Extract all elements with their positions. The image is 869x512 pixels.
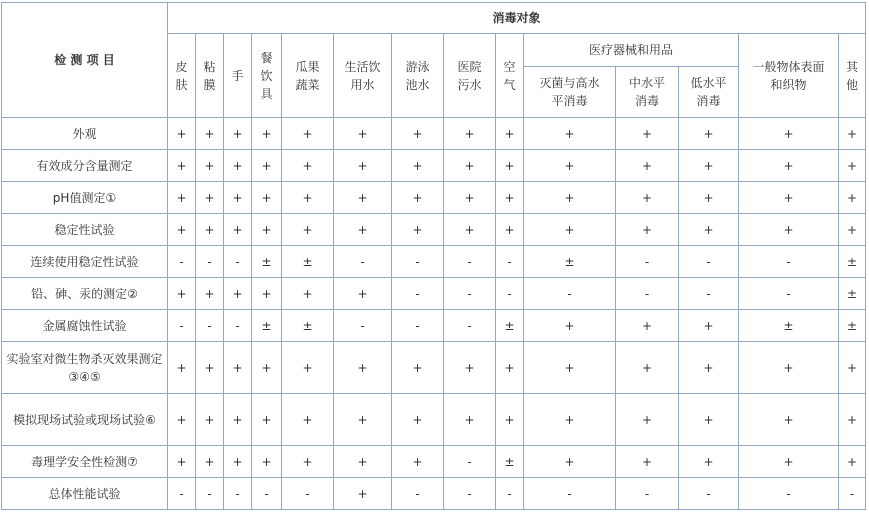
table-cell: - xyxy=(739,478,839,510)
test-item-label: 外观 xyxy=(2,118,168,150)
table-cell: + xyxy=(444,214,496,246)
table-cell: - xyxy=(168,246,196,278)
table-cell: + xyxy=(196,342,224,394)
table-cell: + xyxy=(252,214,282,246)
table-cell: - xyxy=(392,278,444,310)
table-cell: - xyxy=(168,310,196,342)
table-cell: + xyxy=(616,182,679,214)
table-cell: - xyxy=(224,246,252,278)
table-cell: + xyxy=(679,118,739,150)
table-cell: + xyxy=(334,278,392,310)
test-item-label: pH值测定① xyxy=(2,182,168,214)
test-item-label: 铅、砷、汞的测定② xyxy=(2,278,168,310)
table-cell: - xyxy=(196,310,224,342)
table-cell: + xyxy=(739,342,839,394)
column-header: 瓜果 蔬菜 xyxy=(282,34,334,118)
table-cell: + xyxy=(616,150,679,182)
table-cell: + xyxy=(839,214,866,246)
table-cell: + xyxy=(282,394,334,446)
table-row xyxy=(2,342,866,394)
table-cell: + xyxy=(392,446,444,478)
table-cell: ± xyxy=(839,310,866,342)
table-cell: + xyxy=(679,446,739,478)
table-cell: ± xyxy=(252,310,282,342)
table-cell: + xyxy=(524,446,616,478)
table-cell: + xyxy=(196,118,224,150)
table-cell: + xyxy=(196,278,224,310)
column-header: 空 气 xyxy=(496,34,524,118)
table-cell: - xyxy=(739,246,839,278)
table-cell: - xyxy=(616,278,679,310)
table-cell: - xyxy=(616,478,679,510)
table-cell: + xyxy=(739,150,839,182)
disinfection-object-header: 消毒对象 xyxy=(168,3,866,34)
table-row xyxy=(2,246,866,278)
table-row xyxy=(2,150,866,182)
column-header: 低水平 消毒 xyxy=(679,67,739,118)
table-cell: + xyxy=(196,214,224,246)
table-cell: - xyxy=(839,478,866,510)
table-row xyxy=(2,278,866,310)
table-cell: + xyxy=(224,150,252,182)
table-cell: + xyxy=(739,214,839,246)
test-item-label: 模拟现场试验或现场试验⑥ xyxy=(2,394,168,446)
table-cell: ± xyxy=(839,246,866,278)
table-cell: ± xyxy=(739,310,839,342)
table-cell: ± xyxy=(282,246,334,278)
table-cell: ± xyxy=(496,446,524,478)
table-cell: + xyxy=(196,394,224,446)
table-cell: + xyxy=(252,446,282,478)
column-header: 粘 膜 xyxy=(196,34,224,118)
table-cell: - xyxy=(392,246,444,278)
header-row-1 xyxy=(2,3,866,34)
test-item-label: 总体性能试验 xyxy=(2,478,168,510)
test-item-label: 金属腐蚀性试验 xyxy=(2,310,168,342)
test-items-table xyxy=(1,2,866,510)
table-cell: - xyxy=(168,478,196,510)
table-cell: + xyxy=(616,310,679,342)
table-cell: + xyxy=(444,394,496,446)
table-cell: + xyxy=(496,118,524,150)
table-cell: + xyxy=(282,214,334,246)
column-header: 其 他 xyxy=(839,34,866,118)
table-row xyxy=(2,182,866,214)
table-cell: + xyxy=(444,342,496,394)
test-item-label: 稳定性试验 xyxy=(2,214,168,246)
column-header: 中水平 消毒 xyxy=(616,67,679,118)
table-cell: + xyxy=(739,182,839,214)
table-cell: + xyxy=(334,150,392,182)
table-cell: + xyxy=(252,150,282,182)
table-cell: + xyxy=(168,150,196,182)
table-cell: + xyxy=(839,394,866,446)
column-header: 游泳 池水 xyxy=(392,34,444,118)
table-cell: - xyxy=(444,278,496,310)
table-cell: + xyxy=(392,342,444,394)
table-cell: + xyxy=(334,342,392,394)
table-cell: - xyxy=(196,478,224,510)
table-cell: + xyxy=(334,478,392,510)
table-cell: + xyxy=(282,182,334,214)
table-cell: + xyxy=(282,278,334,310)
table-row xyxy=(2,118,866,150)
table-cell: - xyxy=(282,478,334,510)
table-cell: + xyxy=(444,150,496,182)
table-cell: + xyxy=(616,394,679,446)
table-cell: - xyxy=(616,246,679,278)
table-cell: ± xyxy=(282,310,334,342)
table-cell: + xyxy=(839,118,866,150)
table-cell: + xyxy=(224,394,252,446)
table-cell: + xyxy=(392,394,444,446)
table-cell: + xyxy=(224,278,252,310)
table-cell: + xyxy=(252,394,282,446)
table-cell: - xyxy=(252,478,282,510)
table-cell: ± xyxy=(524,246,616,278)
table-row xyxy=(2,446,866,478)
table-cell: + xyxy=(839,150,866,182)
table-row xyxy=(2,394,866,446)
table-cell: + xyxy=(168,446,196,478)
table-cell: - xyxy=(444,310,496,342)
table-cell: + xyxy=(334,182,392,214)
table-cell: + xyxy=(524,394,616,446)
table-cell: + xyxy=(252,118,282,150)
table-cell: + xyxy=(839,342,866,394)
table-row xyxy=(2,310,866,342)
table-cell: + xyxy=(252,278,282,310)
table-cell: - xyxy=(679,246,739,278)
table-cell: + xyxy=(196,446,224,478)
column-header: 医院 污水 xyxy=(444,34,496,118)
table-cell: - xyxy=(496,278,524,310)
table-row xyxy=(2,214,866,246)
table-cell: + xyxy=(444,118,496,150)
table-cell: + xyxy=(444,182,496,214)
table-cell: - xyxy=(444,246,496,278)
column-header: 灭菌与高水 平消毒 xyxy=(524,67,616,118)
table-cell: + xyxy=(334,446,392,478)
table-cell: + xyxy=(496,150,524,182)
test-item-label: 毒理学安全性检测⑦ xyxy=(2,446,168,478)
table-cell: + xyxy=(616,118,679,150)
table-cell: + xyxy=(252,182,282,214)
test-item-label: 有效成分含量测定 xyxy=(2,150,168,182)
table-cell: + xyxy=(168,394,196,446)
medical-devices-group-header: 医疗器械和用品 xyxy=(524,34,739,67)
table-cell: + xyxy=(282,150,334,182)
table-cell: + xyxy=(839,182,866,214)
table-cell: - xyxy=(224,310,252,342)
table-cell: + xyxy=(224,446,252,478)
table-cell: + xyxy=(496,342,524,394)
table-cell: + xyxy=(334,394,392,446)
table-cell: + xyxy=(679,310,739,342)
table-cell: ± xyxy=(252,246,282,278)
column-header: 生活饮 用水 xyxy=(334,34,392,118)
table-cell: + xyxy=(168,118,196,150)
table-cell: + xyxy=(616,342,679,394)
column-header: 手 xyxy=(224,34,252,118)
test-item-label: 实验室对微生物杀灭效果测定③④⑤ xyxy=(2,342,168,394)
table-cell: + xyxy=(224,214,252,246)
table-cell: - xyxy=(496,246,524,278)
table-cell: + xyxy=(392,214,444,246)
column-header: 餐 饮 具 xyxy=(252,34,282,118)
table-cell: - xyxy=(444,446,496,478)
table-cell: - xyxy=(224,478,252,510)
table-cell: + xyxy=(524,118,616,150)
table-cell: + xyxy=(524,342,616,394)
table-cell: + xyxy=(739,118,839,150)
table-cell: + xyxy=(616,214,679,246)
table-cell: + xyxy=(168,182,196,214)
table-cell: + xyxy=(334,118,392,150)
table-cell: - xyxy=(196,246,224,278)
table-cell: + xyxy=(524,182,616,214)
table-cell: + xyxy=(679,150,739,182)
table-cell: - xyxy=(334,310,392,342)
table-cell: + xyxy=(524,214,616,246)
table-cell: + xyxy=(196,182,224,214)
table-cell: + xyxy=(168,342,196,394)
column-header: 皮 肤 xyxy=(168,34,196,118)
table-cell: + xyxy=(679,182,739,214)
table-cell: - xyxy=(524,478,616,510)
table-cell: + xyxy=(524,150,616,182)
table-cell: + xyxy=(224,182,252,214)
table-cell: + xyxy=(282,118,334,150)
table-cell: - xyxy=(524,278,616,310)
table-cell: + xyxy=(282,342,334,394)
table-cell: + xyxy=(224,342,252,394)
table-cell: + xyxy=(679,394,739,446)
table-cell: + xyxy=(168,214,196,246)
table-cell: + xyxy=(392,150,444,182)
table-cell: + xyxy=(496,394,524,446)
table-cell: - xyxy=(679,278,739,310)
table-cell: - xyxy=(392,478,444,510)
table-cell: + xyxy=(168,278,196,310)
table-cell: ± xyxy=(839,278,866,310)
table-cell: + xyxy=(252,342,282,394)
column-header: 一般物体表面 和织物 xyxy=(739,34,839,118)
table-cell: - xyxy=(392,310,444,342)
table-cell: - xyxy=(444,478,496,510)
table-cell: + xyxy=(524,310,616,342)
table-cell: + xyxy=(679,214,739,246)
table-cell: + xyxy=(739,446,839,478)
item-column-header: 检 测 项 目 xyxy=(2,3,168,118)
table-cell: + xyxy=(679,342,739,394)
table-cell: + xyxy=(392,118,444,150)
table-cell: + xyxy=(839,446,866,478)
table-cell: ± xyxy=(496,310,524,342)
table-cell: - xyxy=(334,246,392,278)
table-cell: + xyxy=(616,446,679,478)
table-cell: + xyxy=(496,214,524,246)
table-cell: + xyxy=(392,182,444,214)
table-row xyxy=(2,478,866,510)
table-cell: + xyxy=(496,182,524,214)
table-cell: + xyxy=(739,394,839,446)
table-cell: + xyxy=(334,214,392,246)
table-cell: - xyxy=(739,278,839,310)
table-cell: + xyxy=(282,446,334,478)
table-cell: - xyxy=(496,478,524,510)
test-item-label: 连续使用稳定性试验 xyxy=(2,246,168,278)
table-cell: + xyxy=(224,118,252,150)
table-cell: - xyxy=(679,478,739,510)
table-cell: + xyxy=(196,150,224,182)
